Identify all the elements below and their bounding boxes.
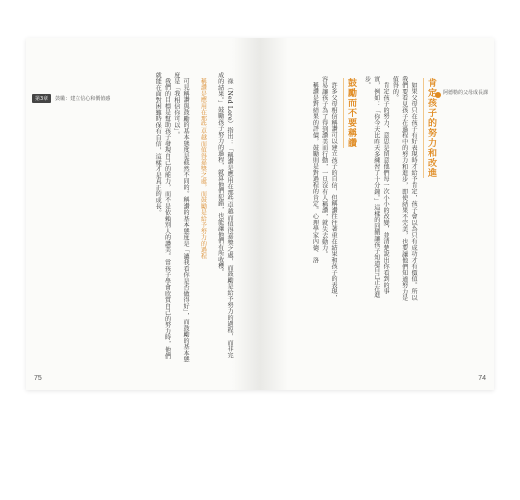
section-heading: 肯定孩子的努力和改進	[426, 78, 436, 178]
right-paragraph: 稱讚是對結果的評價，鼓勵則是對過程的肯定。心理學家內德．洛	[311, 82, 319, 264]
left-highlight: 稱讚是應用在那些卓越而值得嘉獎之處，而鼓勵是給予努力的過程	[199, 78, 207, 260]
right-paragraph: 肯定孩子的努力，意思是留意他們每一次小小的改變，並清楚說出你看到的事實，例如：「你今天比昨天多練習了十分鐘。」這樣的回饋讓孩子知道自己正在進步。	[363, 76, 390, 298]
left-paragraph: 我們的目標是幫助孩子發現自己的能力，而不是依賴別人的讚美。當孩子學會欣賞自己的努力時，他們就能在面對困難時保有自信，這樣才是真正的成長。	[154, 72, 171, 360]
page-number-left: 75	[34, 375, 42, 382]
left-paragraph	[215, 72, 234, 364]
right-body-text-1	[363, 76, 426, 306]
left-paragraph: 可見稱讚與鼓勵的基本態度是截然不同的。稱讚的基本態度是「讓我看你是否做得好」，而鼓勵的基本態度是「我相信你可以」。	[172, 72, 190, 363]
left-page	[26, 38, 260, 390]
section-subheading: 鼓勵而不要稱讚	[346, 78, 356, 148]
page-number-right: 74	[478, 375, 486, 382]
right-body-text-2	[276, 76, 346, 306]
right-page	[260, 38, 494, 390]
chapter-title: 鼓勵：建立信心和價值感	[55, 96, 111, 102]
book-spread	[26, 38, 494, 390]
left-para-1: 祿（Ned Lore）指出：「稱讚是應用在那些卓越而值得嘉獎之處，而鼓勵是給予努力的過程，而非完成的結果。」鼓勵孩子努力的過程，就算他們犯錯，也能讓他們有所收穫。	[216, 72, 233, 359]
right-paragraph: 許多父母相信稱讚可以建立孩子的自信，但稱讚往往著重在結果和孩子的表現，容易讓孩子為了得到讚美而行動，一旦沒有人稱讚，就失去動力。	[320, 76, 337, 301]
left-body-text	[46, 72, 242, 364]
series-tag	[435, 90, 488, 98]
chapter-badge: 第3章	[32, 94, 51, 103]
right-paragraph: 如果父母只在孩子有好表現時才給予肯定，孩子會以為只有成功才有價值。所以我們要看見孩子在過程中的努力和進步，即使結果不完美，也要讓他們知道努力是值得的。	[391, 76, 417, 301]
series-label: 阿德勒的父母成長課	[442, 90, 488, 96]
